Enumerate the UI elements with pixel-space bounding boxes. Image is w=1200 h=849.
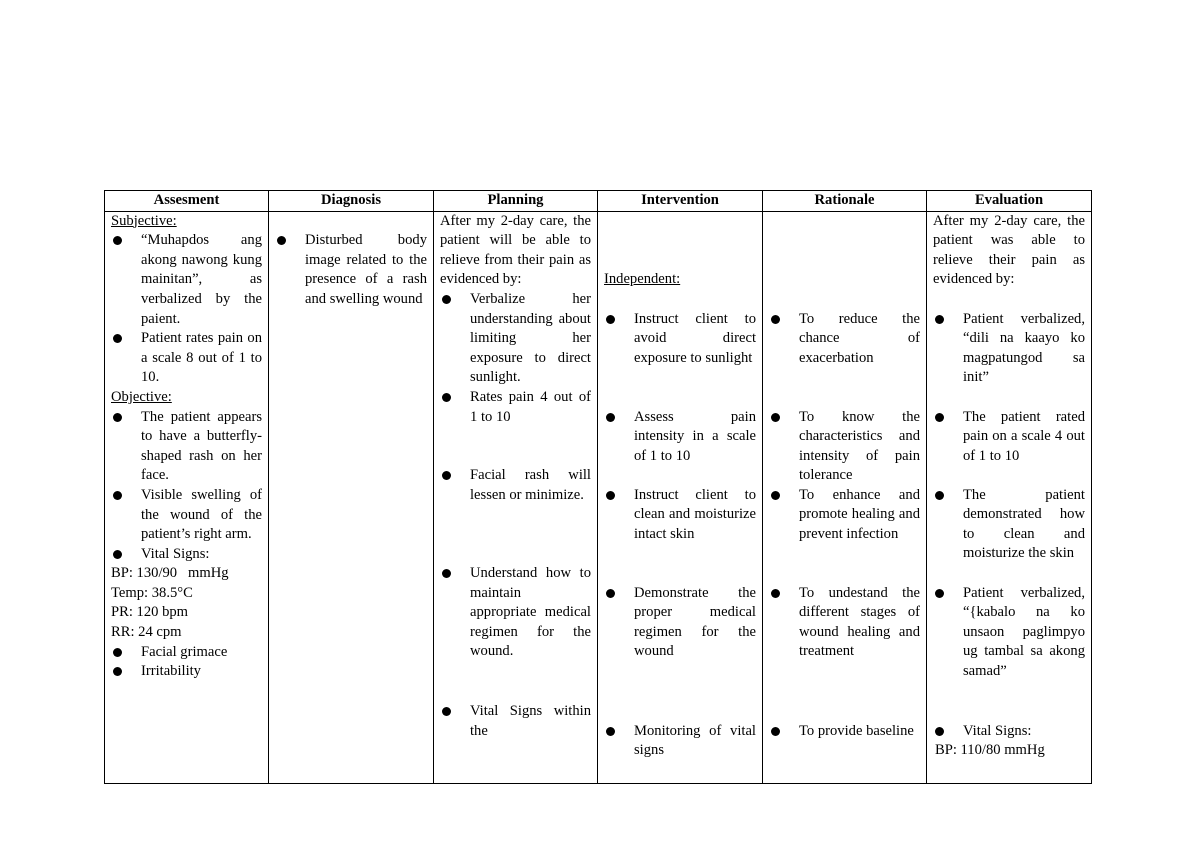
- planning-cell: [434, 211, 598, 783]
- rationale-cell: [763, 211, 927, 783]
- list-item: “Muhapdos ang akong nawong kung mainitan”, as verbalized by the paient.: [111, 231, 262, 329]
- list-item: Demonstrate the proper medical regimen for the wound: [604, 584, 756, 722]
- nursing-care-plan-table: [104, 190, 1092, 784]
- list-item: Patient verbalized, “dili na kaayo ko magpatungod sa init”: [933, 310, 1085, 408]
- list-item: Patient verbalized, “{kabalo na ko unsaon paglimpyo ug tambal sa akong samad”: [933, 584, 1085, 722]
- header-intervention: Intervention: [598, 191, 763, 212]
- diagnosis-list: [275, 231, 427, 309]
- list-item: To know the characteristics and intensity of pain tolerance: [769, 408, 920, 486]
- header-row: [105, 191, 1092, 212]
- list-item: Vital Signs:: [933, 722, 1085, 742]
- other-findings-list: [111, 643, 262, 682]
- evaluation-bp: BP: 110/80 mmHg: [935, 742, 1045, 759]
- list-item: The patient appears to have a butterfly-shaped rash on her face.: [111, 408, 262, 486]
- list-item: Monitoring of vital signs: [604, 722, 756, 761]
- subjective-list: [111, 231, 262, 388]
- list-item: Instruct client to avoid direct exposure to sunlight: [604, 310, 756, 408]
- intervention-list: [604, 310, 756, 761]
- list-item: To provide baseline: [769, 722, 920, 742]
- list-item: The patient rated pain on a scale 4 out of 1 to 10: [933, 408, 1085, 486]
- list-item: To enhance and promote healing and prevent infection: [769, 486, 920, 584]
- list-item: Facial grimace: [111, 643, 262, 663]
- evaluation-intro: After my 2-day care, the patient was able to relieve their pain as evidenced by:: [933, 212, 1085, 288]
- planning-list: [440, 290, 591, 741]
- list-item: Visible swelling of the wound of the patient’s right arm.: [111, 486, 262, 545]
- content-row: [105, 211, 1092, 783]
- evaluation-list: [933, 310, 1085, 742]
- list-item: Facial rash will lessen or minimize.: [440, 466, 591, 564]
- list-item: Patient rates pain on a scale 8 out of 1 to 10.: [111, 329, 262, 388]
- list-item: Vital Signs:: [111, 545, 262, 565]
- list-item: Rates pain 4 out of 1 to 10: [440, 388, 591, 466]
- header-rationale: Rationale: [763, 191, 927, 212]
- list-item: Irritability: [111, 662, 262, 682]
- header-diagnosis: Diagnosis: [269, 191, 434, 212]
- vital-bp: BP: 130/90 mmHg: [111, 565, 229, 582]
- list-item: Disturbed body image related to the presence of a rash and swelling wound: [275, 231, 427, 309]
- subjective-label: Subjective:: [111, 212, 177, 229]
- independent-label: Independent:: [604, 271, 681, 288]
- vital-pr: PR: 120 bpm: [111, 604, 189, 621]
- evaluation-cell: [927, 211, 1092, 783]
- list-item: Instruct client to clean and moisturize intact skin: [604, 486, 756, 584]
- objective-label: Objective:: [111, 388, 172, 405]
- diagnosis-cell: [269, 211, 434, 783]
- header-assessment: Assesment: [105, 191, 269, 212]
- vital-rr: RR: 24 cpm: [111, 624, 182, 641]
- objective-list: [111, 408, 262, 565]
- header-evaluation: Evaluation: [927, 191, 1092, 212]
- list-item: To undestand the different stages of wound healing and treatment: [769, 584, 920, 722]
- intervention-cell: [598, 211, 763, 783]
- list-item: Assess pain intensity in a scale of 1 to 10: [604, 408, 756, 486]
- vital-temp: Temp: 38.5°C: [111, 584, 193, 601]
- list-item: Verbalize her understanding about limiting her exposure to direct sunlight.: [440, 290, 591, 388]
- list-item: To reduce the chance of exacerbation: [769, 310, 920, 408]
- assessment-cell: [105, 211, 269, 783]
- list-item: The patient demonstrated how to clean and moisturize the skin: [933, 486, 1085, 584]
- list-item: Understand how to maintain appropriate medical regimen for the wound.: [440, 564, 591, 702]
- header-planning: Planning: [434, 191, 598, 212]
- list-item: Vital Signs within the: [440, 702, 591, 741]
- rationale-list: [769, 310, 920, 742]
- planning-intro: After my 2-day care, the patient will be able to relieve from their pain as evidenced by:: [440, 212, 591, 288]
